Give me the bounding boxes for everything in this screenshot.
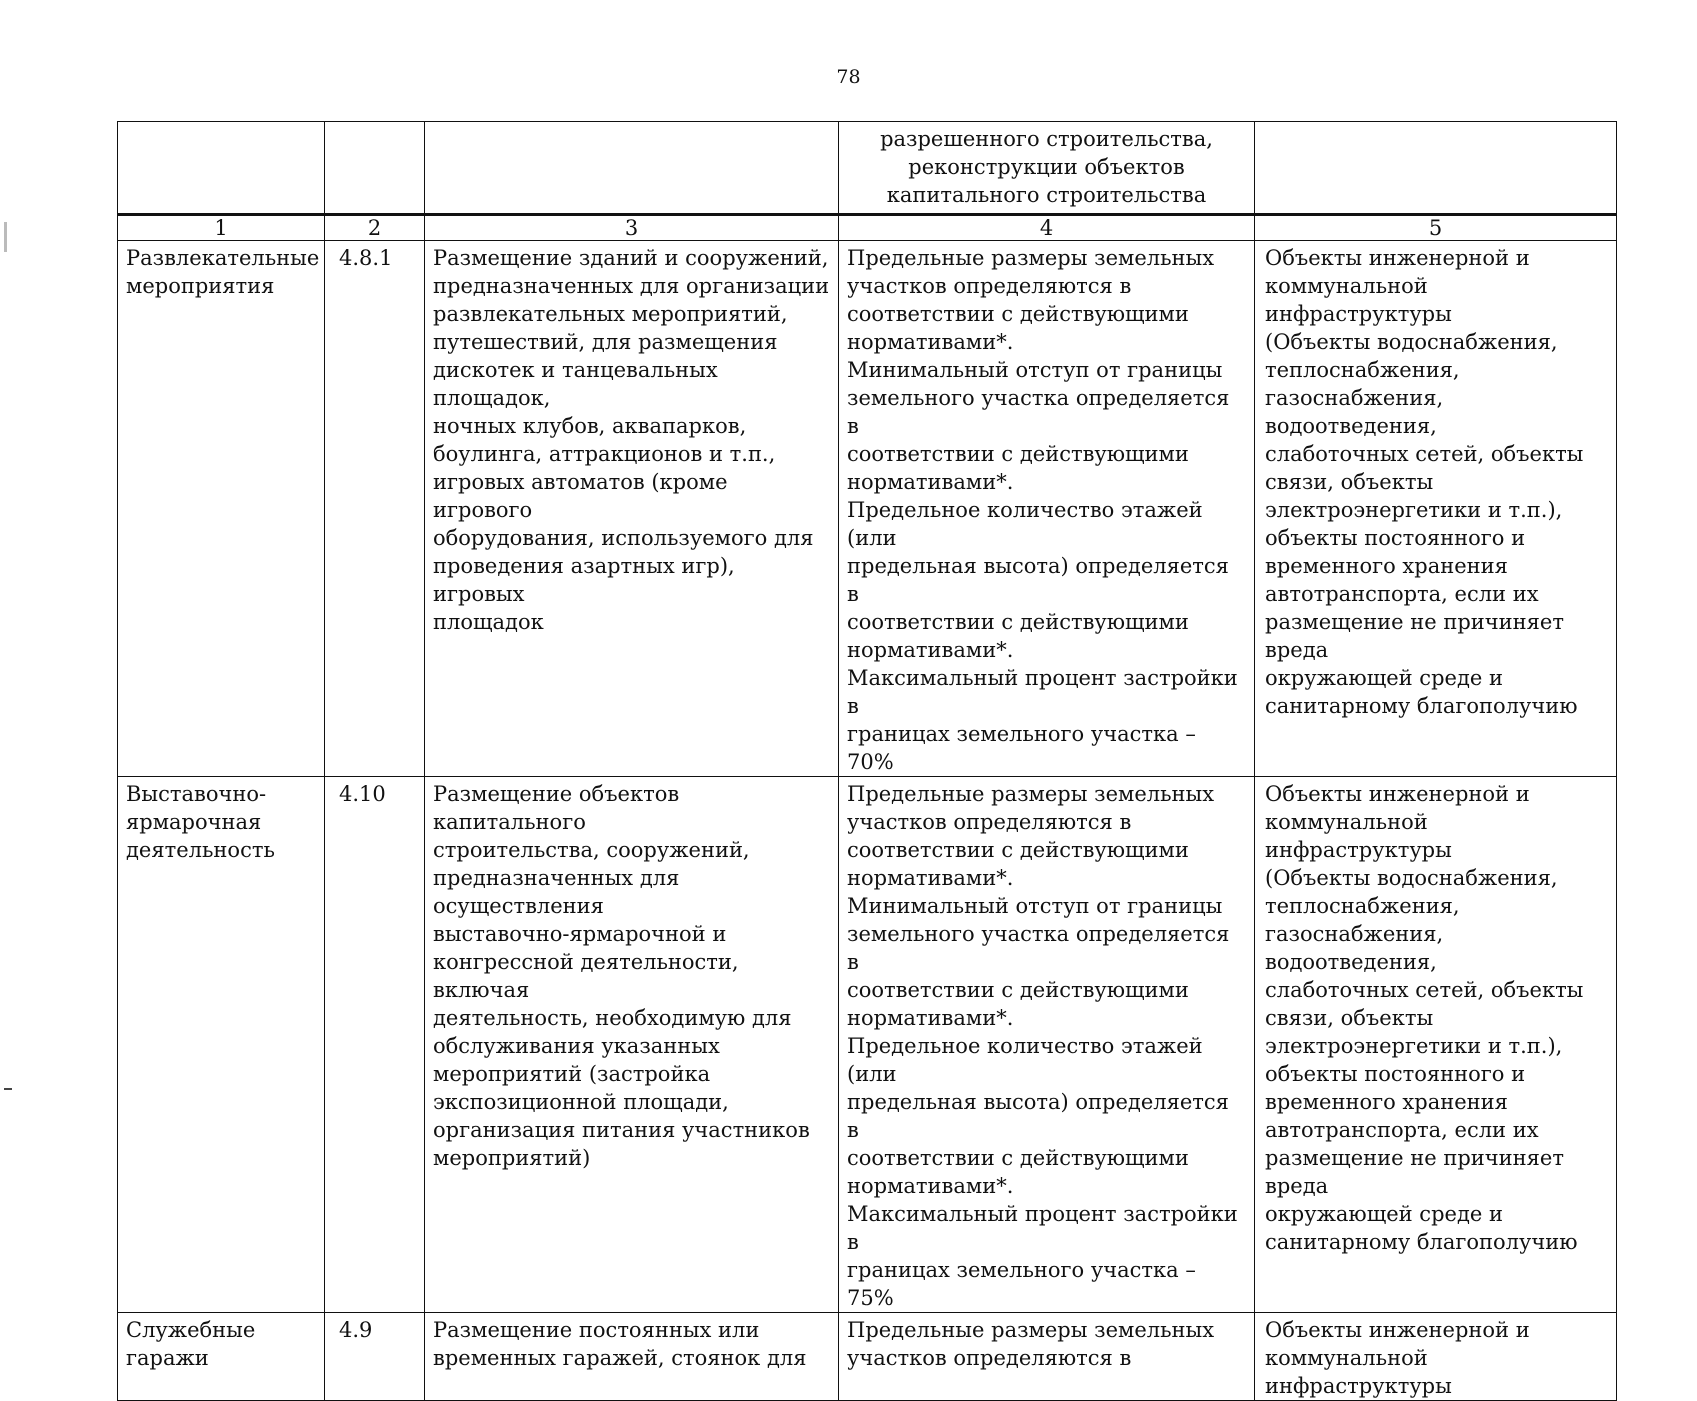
use-type-code: 4.8.1	[325, 241, 425, 777]
column-number: 3	[425, 215, 839, 241]
left-margin-tick	[4, 1088, 12, 1090]
use-type-description: Размещение объектов капитального строительства, сооружений, предназначенных для осуществления выставочно-ярмарочной и конгрессной деятельности, включая деятельность, необходимую для обслуживания указанных мероприятий (застройка экспозиционной площади, организация питания участников мероприятий)	[425, 777, 839, 1313]
header-cell-4-text: разрешенного строительства, реконструкции объектов капитального строительства	[880, 127, 1213, 207]
column-number: 1	[118, 215, 325, 241]
header-cell-1	[118, 122, 325, 215]
header-cell-5	[1255, 122, 1617, 215]
column-number: 4	[839, 215, 1255, 241]
use-type-name: Служебные гаражи	[118, 1313, 325, 1401]
use-type-name: Выставочно- ярмарочная деятельность	[118, 777, 325, 1313]
header-cell-2	[325, 122, 425, 215]
use-type-parameters: Предельные размеры земельных участков определяются в	[839, 1313, 1255, 1401]
column-number: 5	[1255, 215, 1617, 241]
use-type-name: Развлекательные мероприятия	[118, 241, 325, 777]
use-type-parameters: Предельные размеры земельных участков определяются в соответствии с действующими нормативами*. Минимальный отступ от границы земельного участка определяется в соответствии с действующими нормативами*. Предельное количество этажей (или предельная высота) определяется в соответствии с действующими нормативами*. Максимальный процент застройки в границах земельного участка – 70%	[839, 241, 1255, 777]
table-row	[118, 777, 1617, 1313]
use-type-description: Размещение постоянных или временных гаражей, стоянок для	[425, 1313, 839, 1401]
use-type-code: 4.10	[325, 777, 425, 1313]
use-type-auxiliary: Объекты инженерной и коммунальной инфраструктуры (Объекты водоснабжения, теплоснабжения, газоснабжения, водоотведения, слаботочных сетей, объекты связи, объекты электроэнергетики и т.п.), объекты постоянного и временного хранения автотранспорта, если их размещение не причиняет вреда окружающей среде и санитарному благополучию	[1255, 241, 1617, 777]
use-type-description: Размещение зданий и сооружений, предназначенных для организации развлекательных мероприятий, путешествий, для размещения дискотек и танцевальных площадок, ночных клубов, аквапарков, боулинга, аттракционов и т.п., игровых автоматов (кроме игрового оборудования, используемого для проведения азартных игр), игровых площадок	[425, 241, 839, 777]
use-type-auxiliary: Объекты инженерной и коммунальной инфраструктуры	[1255, 1313, 1617, 1401]
left-margin-mark	[4, 222, 7, 252]
table-row	[118, 241, 1617, 777]
use-type-code: 4.9	[325, 1313, 425, 1401]
land-use-table	[117, 121, 1617, 1401]
table-row	[118, 1313, 1617, 1401]
header-cell-3	[425, 122, 839, 215]
column-number-row	[118, 215, 1617, 241]
header-continuation-row	[118, 122, 1617, 215]
use-type-auxiliary: Объекты инженерной и коммунальной инфраструктуры (Объекты водоснабжения, теплоснабжения, газоснабжения, водоотведения, слаботочных сетей, объекты связи, объекты электроэнергетики и т.п.), объекты постоянного и временного хранения автотранспорта, если их размещение не причиняет вреда окружающей среде и санитарному благополучию	[1255, 777, 1617, 1313]
use-type-parameters: Предельные размеры земельных участков определяются в соответствии с действующими нормативами*. Минимальный отступ от границы земельного участка определяется в соответствии с действующими нормативами*. Предельное количество этажей (или предельная высота) определяется в соответствии с действующими нормативами*. Максимальный процент застройки в границах земельного участка – 75%	[839, 777, 1255, 1313]
column-number: 2	[325, 215, 425, 241]
header-cell-4	[839, 122, 1255, 215]
page-number: 78	[836, 66, 861, 88]
